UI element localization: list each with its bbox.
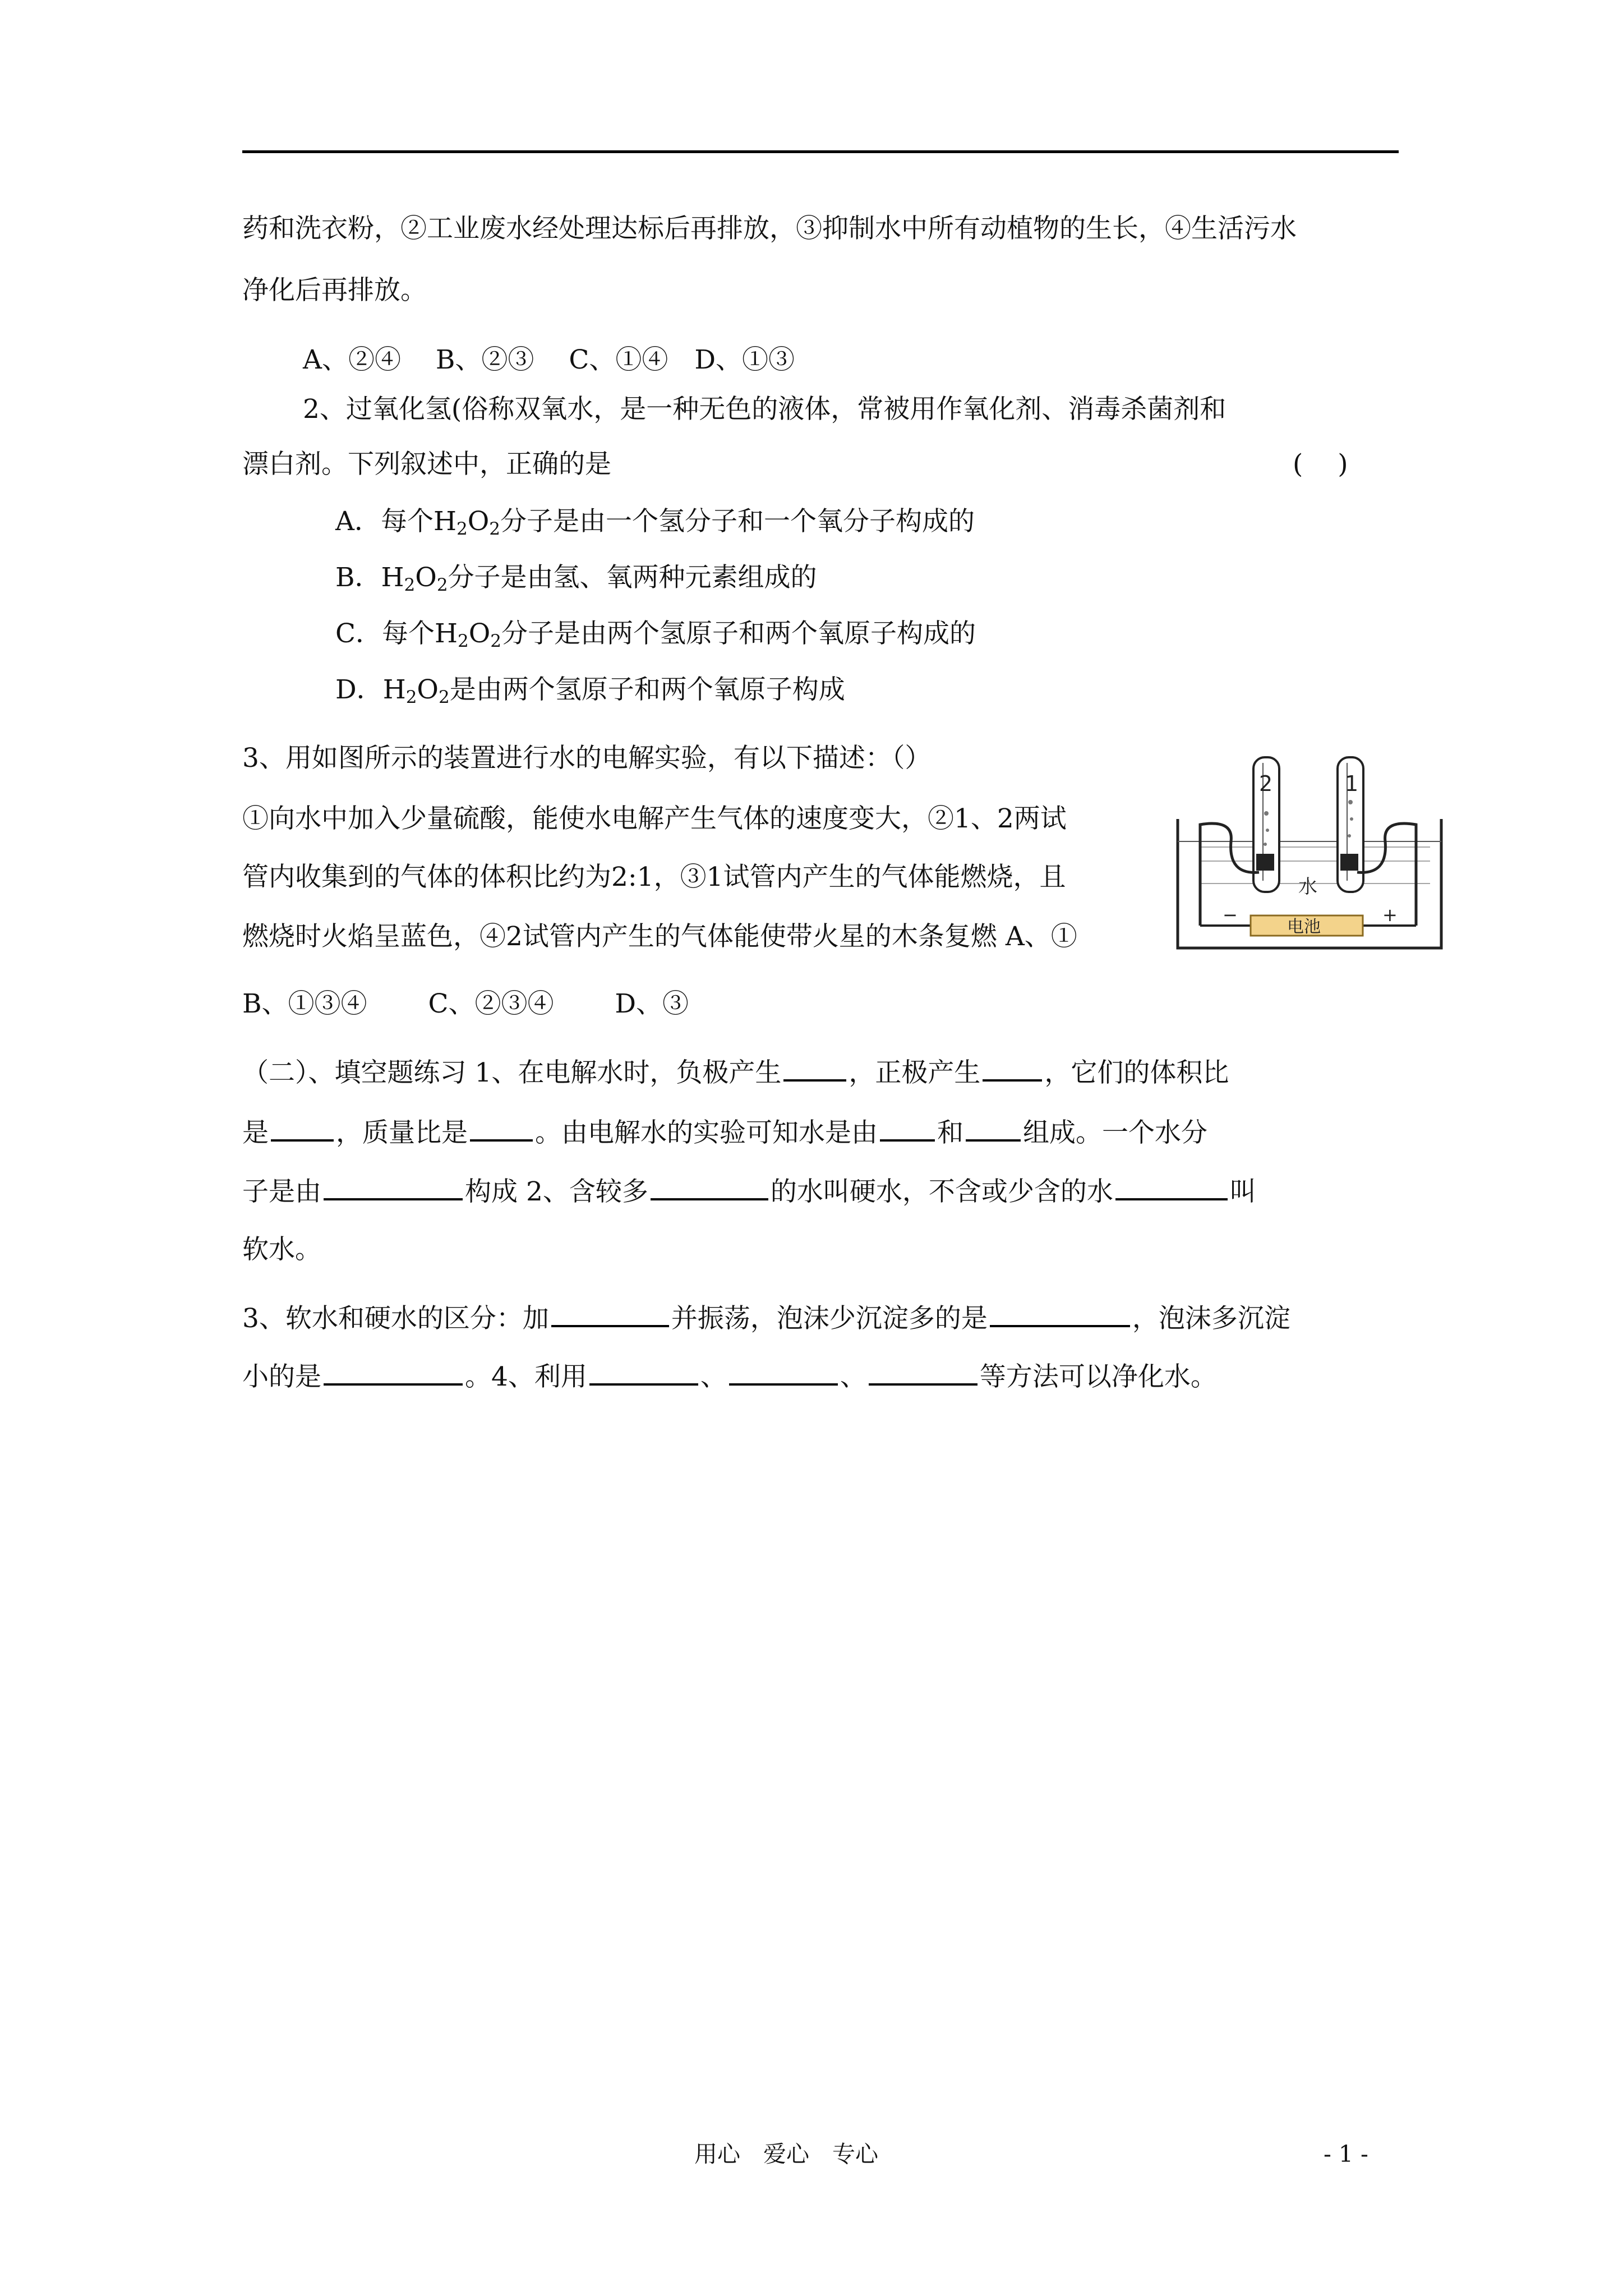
formula-h2o2: $H_2O_2$ (434, 618, 501, 651)
blank[interactable] (651, 1174, 768, 1200)
page-number: - 1 - (1324, 2141, 1368, 2168)
fill-line-6: 小的是 。4、利用 、 、 等方法可以净化水。 (242, 1359, 1217, 1394)
blank[interactable] (324, 1359, 463, 1386)
blank[interactable] (1115, 1174, 1228, 1200)
battery-minus: − (1223, 904, 1238, 926)
electrode-right (1340, 854, 1358, 871)
q2-answer-bracket: ( ) (1293, 449, 1348, 480)
fill-line-1: （二）、填空题练习 1、在电解水时，负极产生 ，正极产生 ，它们的体积比 (242, 1055, 1229, 1090)
blank[interactable] (324, 1174, 463, 1200)
q3-line-3: 管内收集到的气体的体积比约为2:1，③1试管内产生的气体能燃烧，且 (242, 862, 1066, 892)
q1-line-1: 药和洗衣粉，②工业废水经处理达标后再排放，③抑制水中所有动植物的生长，④生活污水 (242, 213, 1297, 244)
battery-label: 电池 (1287, 917, 1321, 937)
formula-h2o2: $H_2O_2$ (382, 674, 450, 707)
q1-options: A、②④ B、②③ C、①④ D、①③ (303, 344, 795, 375)
blank[interactable] (783, 1055, 846, 1082)
q3-line-2: ①向水中加入少量硫酸，能使水电解产生气体的速度变大，②1、2两试 (242, 803, 1067, 834)
blank[interactable] (990, 1300, 1130, 1327)
footer-slogan: 用心 爱心 专心 (694, 2141, 878, 2168)
q2-option-b: B．$H_2O_2$分子是由氢、氧两种元素组成的 (335, 562, 817, 595)
q3-options: B、①③④ C、②③④ D、③ (242, 988, 689, 1019)
blank[interactable] (551, 1300, 669, 1327)
blank[interactable] (271, 1115, 334, 1142)
q3-line-4: 燃烧时火焰呈蓝色，④2试管内产生的气体能使带火星的木条复燃 A、① (242, 921, 1077, 952)
tube-label-1: 1 (1345, 771, 1359, 796)
formula-h2o2: $H_2O_2$ (433, 506, 500, 539)
blank[interactable] (983, 1055, 1042, 1082)
electrolysis-apparatus-figure (1166, 746, 1447, 970)
blank[interactable] (966, 1115, 1021, 1142)
q3-stem: 3、用如图所示的装置进行水的电解实验，有以下描述：（） (242, 743, 932, 774)
blank[interactable] (589, 1359, 698, 1386)
q2-stem-line-2: 漂白剂。下列叙述中，正确的是 (242, 449, 611, 480)
blank[interactable] (869, 1359, 978, 1386)
blank[interactable] (729, 1359, 838, 1386)
q1-line-2: 净化后再排放。 (242, 275, 427, 306)
q2-option-c: C．每个$H_2O_2$分子是由两个氢原子和两个氧原子构成的 (335, 618, 976, 651)
blank[interactable] (470, 1115, 533, 1142)
water-label: 水 (1298, 876, 1317, 898)
tube-label-2: 2 (1259, 771, 1273, 796)
q2-option-a: A．每个$H_2O_2$分子是由一个氢分子和一个氧分子构成的 (335, 506, 975, 539)
fill-line-5: 3、软水和硬水的区分：加 并振荡，泡沫少沉淀多的是 ，泡沫多沉淀 (242, 1300, 1290, 1336)
fill-line-3: 子是由 构成 2、含较多 的水叫硬水，不含或少含的水 叫 (242, 1174, 1256, 1209)
q2-stem-line-1: 2、过氧化氢(俗称双氧水，是一种无色的液体，常被用作氧化剂、消毒杀菌剂和 (303, 394, 1227, 425)
q2-option-d: D．$H_2O_2$是由两个氢原子和两个氧原子构成 (335, 674, 845, 707)
blank[interactable] (880, 1115, 935, 1142)
header-rule (242, 150, 1399, 153)
fill-line-2: 是 ，质量比是 。由电解水的实验可知水是由 和 组成。一个水分 (242, 1115, 1207, 1150)
electrode-left (1256, 854, 1274, 871)
formula-h2o2: $H_2O_2$ (381, 562, 448, 595)
fill-line-4: 软水。 (242, 1234, 321, 1265)
battery-plus: + (1382, 904, 1398, 926)
